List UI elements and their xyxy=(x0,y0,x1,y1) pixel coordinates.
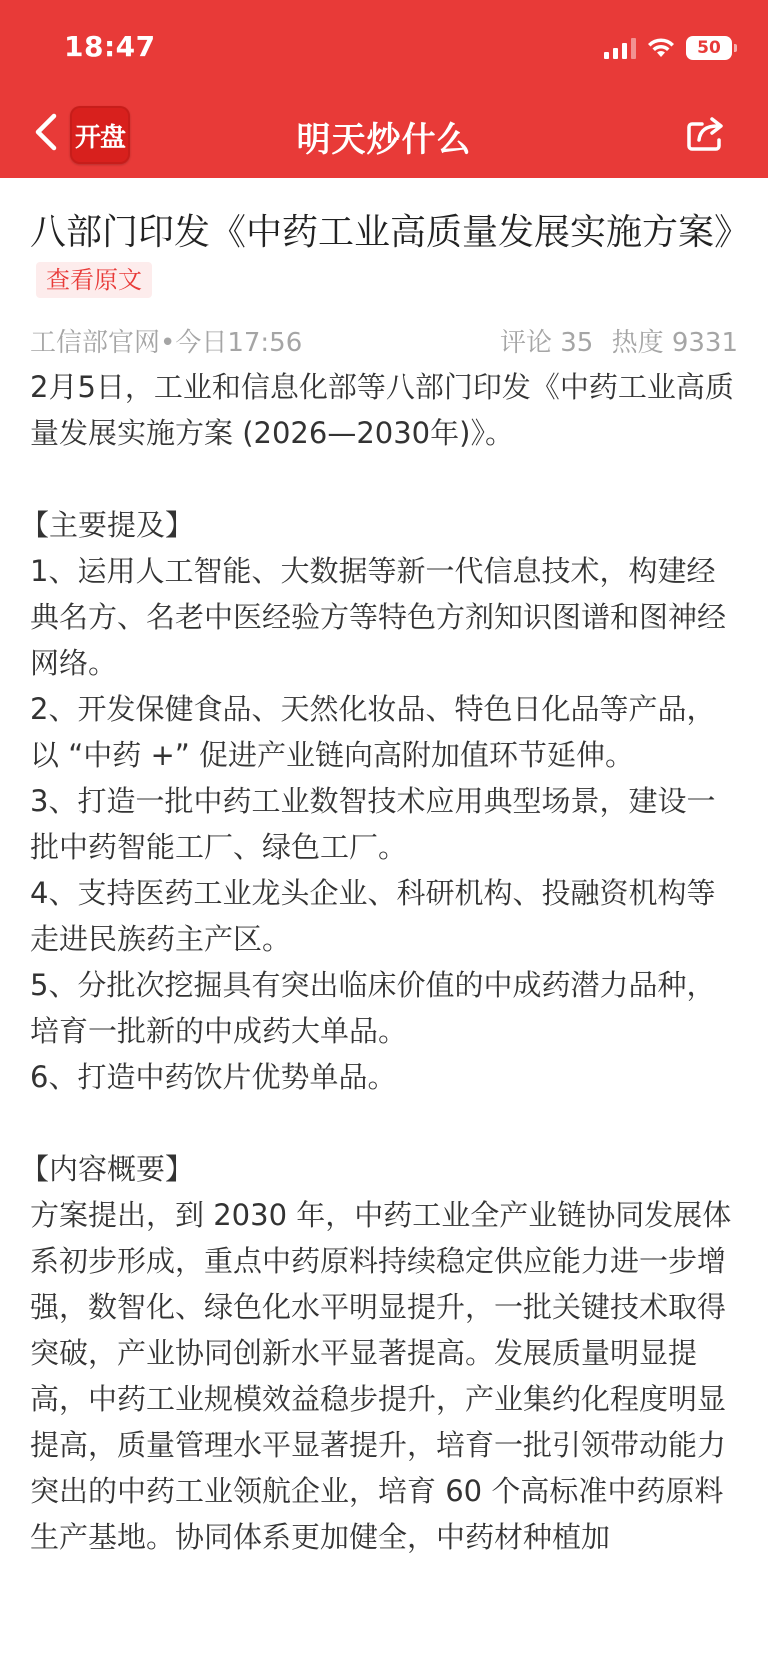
article-stats xyxy=(490,322,738,359)
comment-count[interactable]: 评论 35 xyxy=(499,327,594,358)
status-bar xyxy=(0,0,768,96)
list-item: 6、打造中药饮片优势单品。 xyxy=(30,1060,397,1094)
status-time: 18:47 xyxy=(64,30,156,63)
share-icon xyxy=(686,116,726,152)
article-title xyxy=(30,208,751,308)
battery-icon: 50 xyxy=(686,36,732,60)
paragraph-gap xyxy=(30,1100,738,1146)
list-item: 5、分批次挖掘具有突出临床价值的中成药潜力品种，培育一批新的中成药大单品。 xyxy=(30,968,716,1048)
app-logo[interactable]: 开盘 xyxy=(70,106,130,164)
view-original-button[interactable]: 查看原文 xyxy=(36,262,152,298)
list-item: 3、打造一批中药工业数智技术应用典型场景，建设一批中药智能工厂、绿色工厂。 xyxy=(30,784,716,864)
list-item: 4、支持医药工业龙头企业、科研机构、投融资机构等走进民族药主产区。 xyxy=(30,876,716,956)
list-item: 2、开发保健食品、天然化妆品、特色日化品等产品，以 “中药 +” 促进产业链向高附加值环节延伸。 xyxy=(30,692,716,772)
heat-count: 热度 9331 xyxy=(611,327,738,358)
signal-icon xyxy=(604,37,636,59)
intro-paragraph: 2月5日，工业和信息化部等八部门印发《中药工业高质量发展实施方案 (2026—2030年)》。 xyxy=(30,370,734,450)
paragraph-gap xyxy=(30,456,738,502)
share-button[interactable] xyxy=(684,112,728,156)
page-title: 明天炒什么 xyxy=(296,120,472,160)
app-header xyxy=(0,0,768,178)
summary-paragraph: 方案提出，到 2030 年，中药工业全产业链协同发展体系初步形成，重点中药原料持续稳定供应能力进一步增强，数智化、绿色化水平明显提升，一批关键技术取得突破，产业协同创新水平显著提高。发展质量明显提高，中药工业规模效益稳步提升，产业集约化程度明显提高，质量管理水平显著提升，培育一批引领带动能力突出的中药工业领航企业，培育 60 个高标准中药原料生产基地。协同体系更加健全，中药材种植加 xyxy=(30,1198,732,1554)
article-content xyxy=(0,178,768,1560)
wifi-icon xyxy=(646,37,676,59)
status-icons xyxy=(604,34,732,62)
section-heading: 【内容概要】 xyxy=(20,1152,195,1186)
list-item: 1、运用人工智能、大数据等新一代信息技术，构建经典名方、名老中医经验方等特色方剂知识图谱和图神经网络。 xyxy=(30,554,727,680)
article-body xyxy=(20,364,738,1560)
nav-bar xyxy=(0,96,768,178)
section-heading: 【主要提及】 xyxy=(20,508,195,542)
article-title-text: 八部门印发《中药工业高质量发展实施方案》 xyxy=(30,212,751,253)
article-meta xyxy=(30,318,738,362)
source-time: 工信部官网•今日17:56 xyxy=(30,327,303,358)
